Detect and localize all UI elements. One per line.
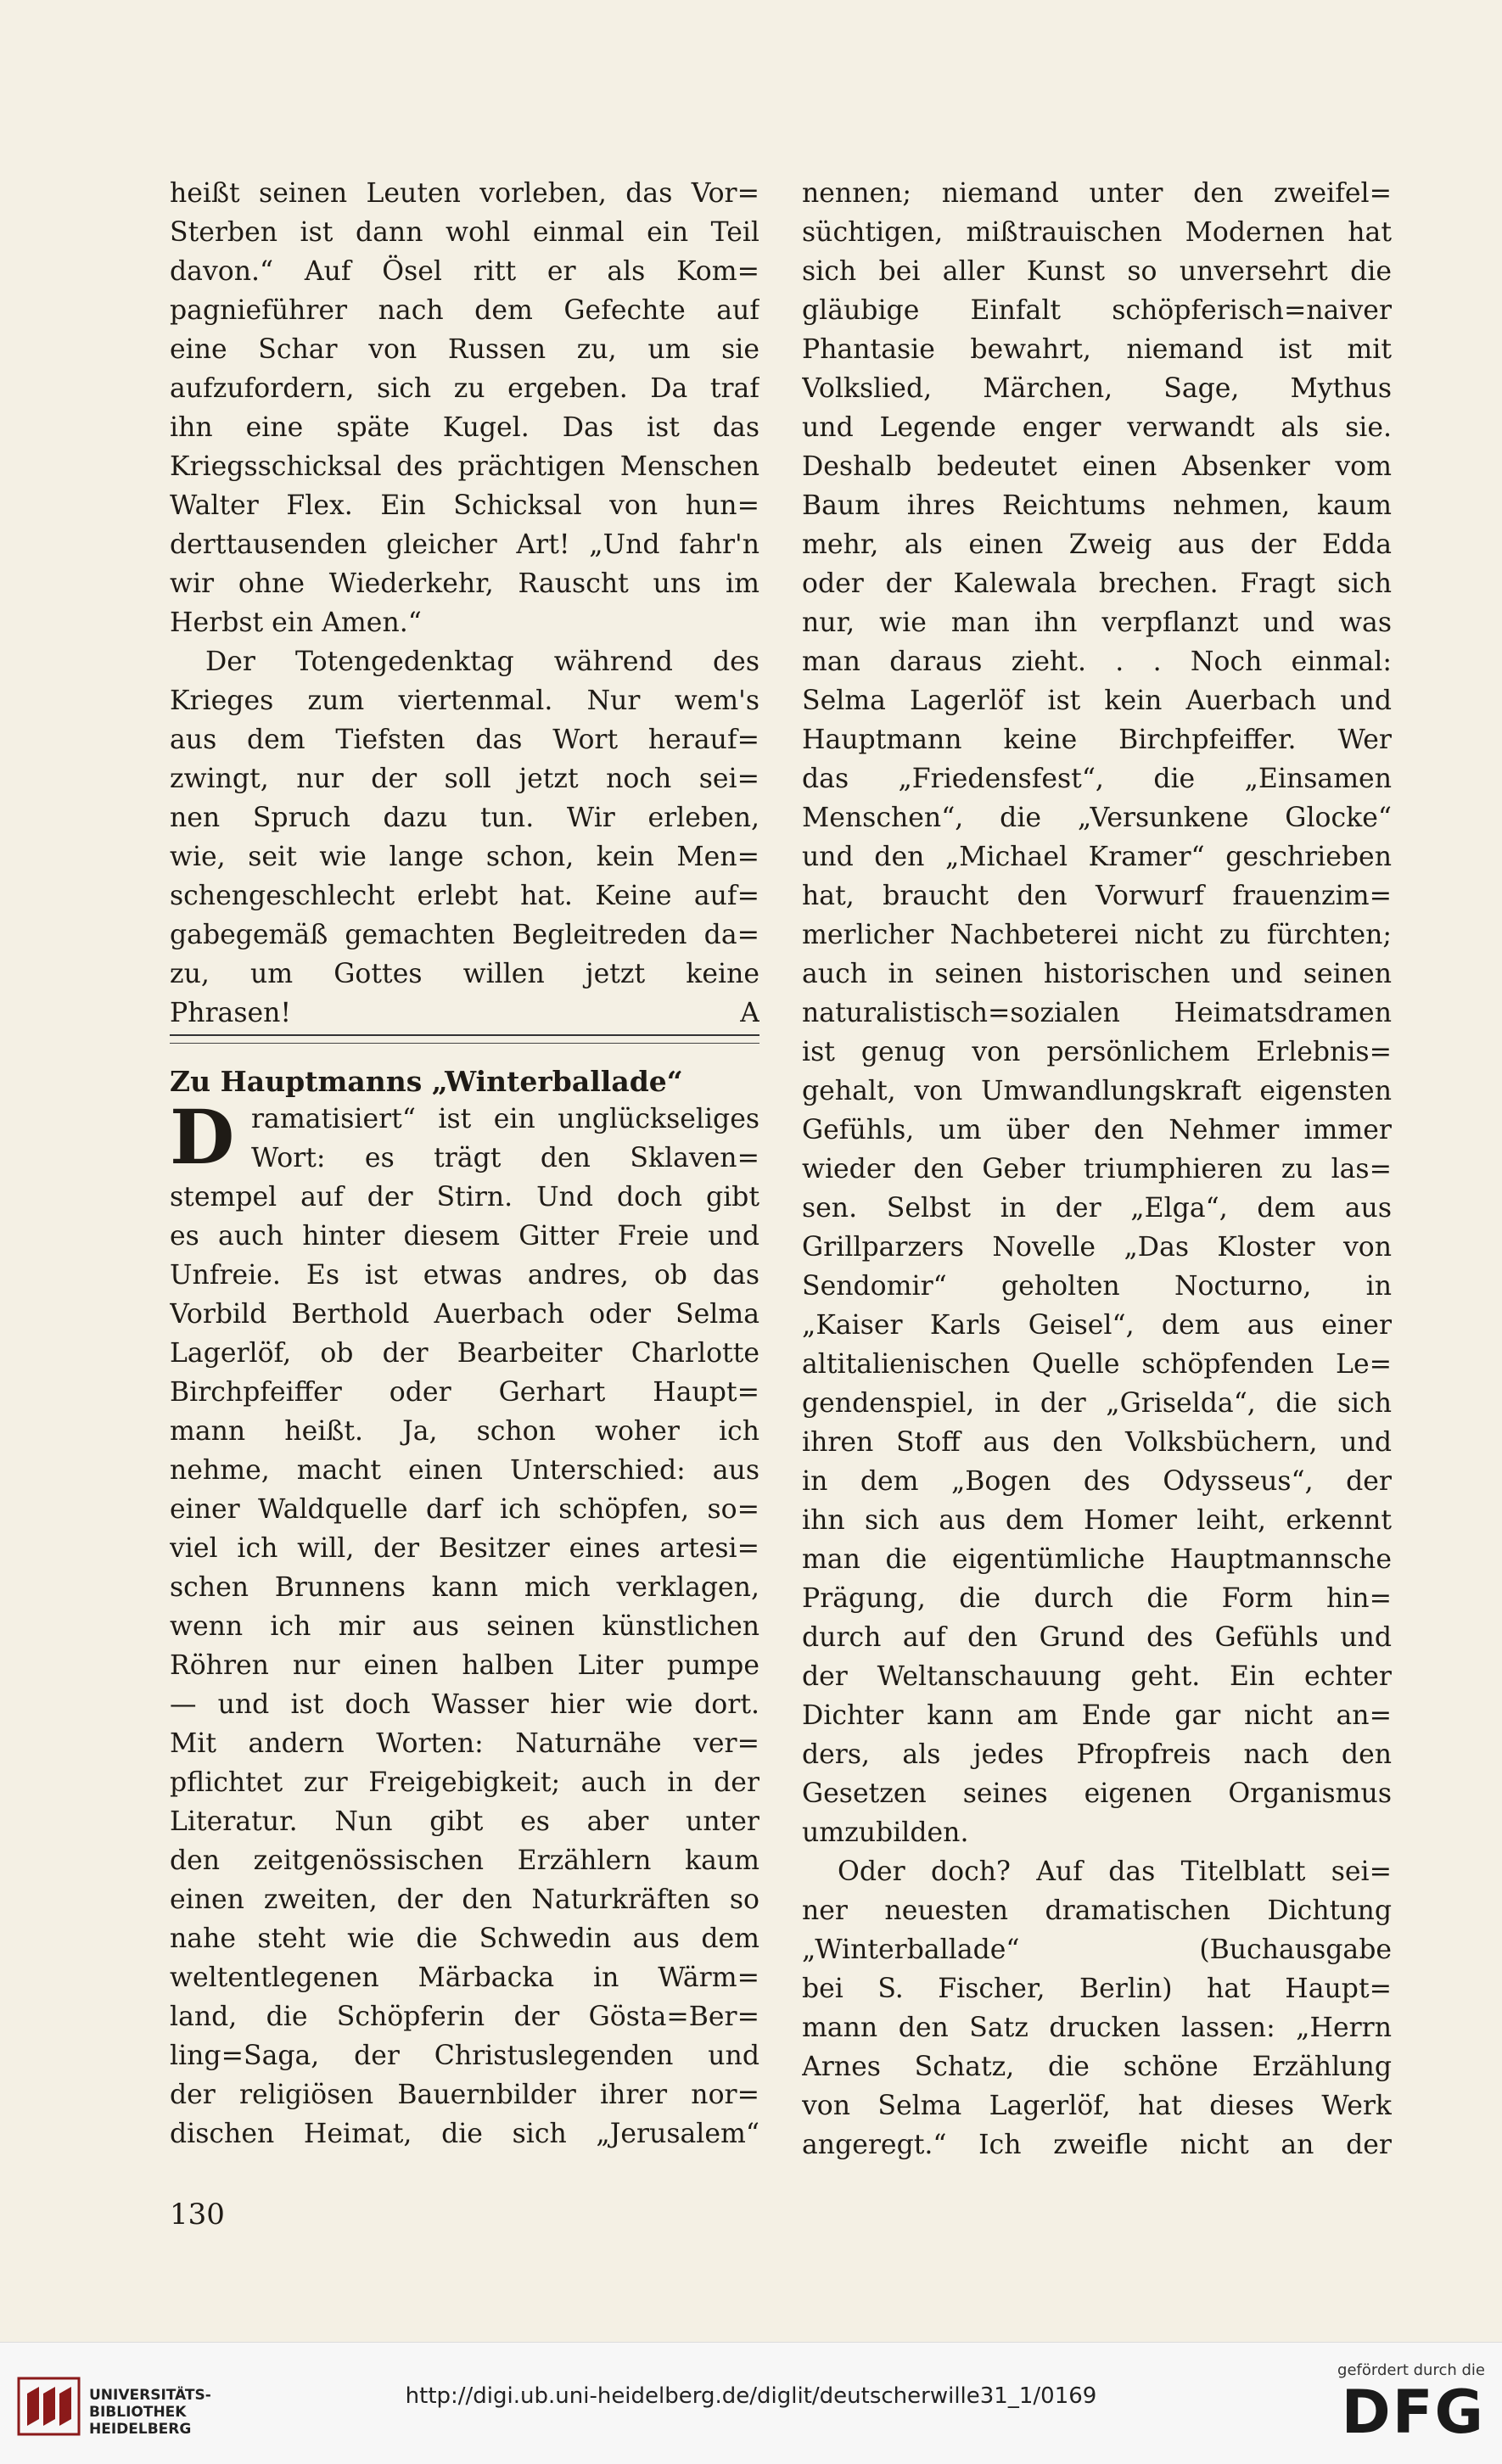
text-line <box>802 603 1392 642</box>
text-line <box>802 447 1392 486</box>
text-line <box>170 525 759 564</box>
text-line <box>170 2036 759 2075</box>
text-line <box>802 1579 1392 1618</box>
text-line <box>802 2086 1392 2125</box>
text-line <box>802 408 1392 447</box>
dfg-logo-text: DFG <box>1341 2377 1485 2447</box>
text-line <box>802 1501 1392 1540</box>
text-line <box>170 1334 759 1373</box>
text-line <box>170 2114 759 2153</box>
text-line-content: oder der Kalewala brechen. Fragt sich <box>802 568 1392 599</box>
text-line-content: Grillparzers Novelle „Das Kloster von <box>802 1232 1392 1263</box>
text-line <box>170 837 759 876</box>
section-divider-thin <box>170 1043 759 1044</box>
text-line-content: ling=Saga, der Christuslegenden und <box>170 2041 759 2071</box>
text-line <box>170 1802 759 1841</box>
text-line-content: Menschen“, die „Versunkene Glocke“ <box>802 803 1392 833</box>
text-line-content: Literatur. Nun gibt es aber unter <box>170 1806 759 1837</box>
text-line-content: Arnes Schatz, die schöne Erzählung <box>802 2052 1392 2082</box>
text-line-content: Gefühls, um über den Nehmer immer <box>802 1115 1392 1145</box>
text-line-content: nennen; niemand unter den zweifel= <box>802 178 1392 209</box>
text-line <box>170 1724 759 1763</box>
text-line <box>170 408 759 447</box>
text-line-content: davon.“ Auf Ösel ritt er als Kom= <box>170 256 759 287</box>
page-number: 130 <box>170 2198 225 2232</box>
text-line-content: auch in seinen historischen und seinen <box>802 959 1392 989</box>
text-line-content: Wort: es trägt den Sklaven= <box>251 1143 759 1173</box>
text-line-content: mehr, als einen Zweig aus der Edda <box>802 529 1392 560</box>
text-line <box>170 174 759 213</box>
text-line-content: ihn sich aus dem Homer leiht, erkennt <box>802 1505 1392 1536</box>
text-line <box>802 642 1392 681</box>
text-line <box>170 642 759 681</box>
institution-line-1: UNIVERSITÄTS- <box>89 2387 211 2404</box>
text-line <box>802 798 1392 837</box>
text-line <box>170 1997 759 2036</box>
text-line <box>170 1178 759 1217</box>
text-line-content: weltentlegenen Märbacka in Wärm= <box>170 1963 759 1993</box>
text-line-content: Der Totengedenktag während des <box>205 647 759 677</box>
text-line <box>170 252 759 291</box>
text-line-content: heißt seinen Leuten vorleben, das Vor= <box>170 178 759 209</box>
text-line <box>802 876 1392 916</box>
text-line <box>802 720 1392 759</box>
text-line-content: bei S. Fischer, Berlin) hat Haupt= <box>802 1974 1392 2004</box>
text-line <box>170 1490 759 1529</box>
text-line <box>170 1958 759 1997</box>
text-line-content: Prägung, die durch die Form hin= <box>802 1583 1392 1614</box>
section-divider-thick <box>170 1034 759 1036</box>
text-line <box>170 1919 759 1958</box>
text-line-content: Unfreie. Es ist etwas andres, ob das <box>170 1260 759 1291</box>
text-line-content: „Kaiser Karls Geisel“, dem aus einer <box>802 1310 1392 1341</box>
text-line <box>170 955 759 994</box>
text-line <box>802 1618 1392 1657</box>
text-line <box>802 1813 1392 1852</box>
text-line-content: — und ist doch Wasser hier wie dort. <box>170 1689 759 1720</box>
text-line-content: „Winterballade“ (Buchausgabe <box>802 1935 1392 1965</box>
text-line <box>802 955 1392 994</box>
text-line <box>170 1451 759 1490</box>
text-line-content: Birchpfeiffer oder Gerhart Haupt= <box>170 1377 759 1408</box>
text-line <box>802 1111 1392 1150</box>
text-line-content: ner neuesten dramatischen Dichtung <box>802 1896 1392 1926</box>
text-line <box>802 525 1392 564</box>
text-line <box>802 916 1392 955</box>
text-line <box>802 681 1392 720</box>
text-line-content: Selma Lagerlöf ist kein Auerbach und <box>802 686 1392 716</box>
text-line <box>170 213 759 252</box>
text-line-content: Sterben ist dann wohl einmal ein Teil <box>170 217 759 248</box>
text-line <box>802 1540 1392 1579</box>
text-line <box>802 1657 1392 1696</box>
text-line-content: der Weltanschauung geht. Ein echter <box>802 1661 1392 1692</box>
text-line-content: umzubilden. <box>802 1817 969 1848</box>
text-line-content: süchtigen, mißtrauischen Modernen hat <box>802 217 1392 248</box>
text-line-content: stempel auf der Stirn. Und doch gibt <box>170 1182 759 1212</box>
text-line <box>802 2125 1392 2164</box>
text-line <box>802 1306 1392 1345</box>
text-line-content: man die eigentümliche Hauptmannsche <box>802 1544 1392 1575</box>
text-line <box>170 1529 759 1568</box>
text-line <box>170 1880 759 1919</box>
text-line-content: einer Waldquelle darf ich schöpfen, so= <box>170 1494 759 1525</box>
text-line-content: nehme, macht einen Unterschied: aus <box>170 1455 759 1486</box>
text-line <box>170 759 759 798</box>
left-column <box>170 174 759 1033</box>
text-line <box>802 369 1392 408</box>
text-line-content: ist genug von persönlichem Erlebnis= <box>802 1037 1392 1067</box>
article-body-left <box>170 1093 759 2153</box>
text-line <box>802 1852 1392 1891</box>
text-line-content: derttausenden gleicher Art! „Und fahr'n <box>170 529 759 560</box>
text-line-content: Kriegsschicksal des prächtigen Menschen <box>170 451 759 482</box>
text-line <box>170 1100 759 1139</box>
text-line-content: gehalt, von Umwandlungskraft eigensten <box>802 1076 1392 1106</box>
text-line-content: und Legende enger verwandt als sie. <box>802 412 1392 443</box>
funder-caption: gefördert durch die <box>1337 2361 1485 2379</box>
text-line <box>802 1930 1392 1969</box>
text-line-content: schengeschlecht erlebt hat. Keine auf= <box>170 881 759 911</box>
text-line-content: Hauptmann keine Birchpfeiffer. Wer <box>802 725 1392 755</box>
text-line-content: Oder doch? Auf das Titelblatt sei= <box>838 1856 1392 1887</box>
text-line <box>802 1072 1392 1111</box>
text-line <box>170 916 759 955</box>
text-line-content: Sendomir“ geholten Nocturno, in <box>802 1271 1392 1302</box>
text-line-content: wie, seit wie lange schon, kein Men= <box>170 842 759 872</box>
text-line-content: eine Schar von Russen zu, um sie <box>170 334 759 365</box>
text-line-content: Krieges zum viertenmal. Nur wem's <box>170 686 759 716</box>
text-line <box>802 291 1392 330</box>
text-line-content: es auch hinter diesem Gitter Freie und <box>170 1221 759 1252</box>
drop-cap: D <box>170 1093 235 1181</box>
text-line-content: gendenspiel, in der „Griselda“, die sich <box>802 1388 1392 1419</box>
text-line <box>802 1345 1392 1384</box>
text-line-content: naturalistisch=sozialen Heimatsdramen <box>802 998 1392 1028</box>
text-line-content: Baum ihres Reichtums nehmen, kaum <box>802 490 1392 521</box>
text-line <box>802 759 1392 798</box>
text-line <box>170 486 759 525</box>
text-line-content: pagnieführer nach dem Gefechte auf <box>170 295 759 326</box>
text-line-content: Herbst ein Amen.“ <box>170 608 422 638</box>
text-line <box>802 1969 1392 2008</box>
text-line-content: schen Brunnens kann mich verklagen, <box>170 1572 759 1603</box>
text-line <box>170 1607 759 1646</box>
text-line <box>170 681 759 720</box>
text-line-content: Dichter kann am Ende gar nicht an= <box>802 1700 1392 1731</box>
text-line-content: der religiösen Bauernbilder ihrer nor= <box>170 2080 759 2110</box>
text-line <box>802 213 1392 252</box>
text-line-content: Mit andern Worten: Naturnähe ver= <box>170 1728 759 1759</box>
text-line-content: hat, braucht den Vorwurf frauenzim= <box>802 881 1392 911</box>
text-line <box>170 1139 759 1178</box>
text-line <box>170 369 759 408</box>
text-line-content: sen. Selbst in der „Elga“, dem aus <box>802 1193 1392 1224</box>
author-signature: A <box>740 998 759 1028</box>
text-line-content: wir ohne Wiederkehr, Rauscht uns im <box>170 568 759 599</box>
right-column <box>802 174 1392 2164</box>
text-line-content: gabegemäß gemachten Begleitreden da= <box>170 920 759 950</box>
text-line-content: pflichtet zur Freigebigkeit; auch in der <box>170 1767 759 1798</box>
text-line-content: Röhren nur einen halben Liter pumpe <box>170 1650 759 1681</box>
text-line-content: Walter Flex. Ein Schicksal von hun= <box>170 490 759 521</box>
text-line <box>802 1696 1392 1735</box>
text-line-content: altitalienischen Quelle schöpfenden Le= <box>802 1349 1392 1380</box>
text-line <box>802 837 1392 876</box>
text-line-content: zwingt, nur der soll jetzt noch sei= <box>170 764 759 794</box>
text-line <box>170 1373 759 1412</box>
text-line-content: dischen Heimat, die sich „Jerusalem“ <box>170 2119 759 2149</box>
text-line <box>802 1423 1392 1462</box>
text-line-content: nahe steht wie die Schwedin aus dem <box>170 1924 759 1954</box>
institution-line-2: BIBLIOTHEK <box>89 2404 187 2421</box>
article-heading: Zu Hauptmanns „Winterballade“ <box>170 1065 683 1098</box>
text-line-content: zu, um Gottes willen jetzt keine <box>170 959 759 989</box>
text-line <box>170 720 759 759</box>
text-line <box>170 1763 759 1802</box>
funder-logo <box>1256 2361 1485 2445</box>
text-line-content: in dem „Bogen des Odysseus“, der <box>802 1466 1392 1497</box>
text-line-content: Phrasen! <box>170 998 292 1028</box>
text-line <box>170 1646 759 1685</box>
institution-line-3: HEIDELBERG <box>89 2421 192 2438</box>
text-line <box>802 1189 1392 1228</box>
text-line-content: ders, als jedes Pfropfreis nach den <box>802 1739 1392 1770</box>
text-line <box>170 994 759 1033</box>
text-line <box>802 252 1392 291</box>
text-line-content: aufzufordern, sich zu ergeben. Da traf <box>170 373 759 404</box>
text-line <box>170 1256 759 1295</box>
text-line <box>802 1150 1392 1189</box>
text-line <box>170 1217 759 1256</box>
text-line <box>170 291 759 330</box>
text-line-content: nen Spruch dazu tun. Wir erleben, <box>170 803 759 833</box>
text-line <box>170 564 759 603</box>
text-line <box>802 330 1392 369</box>
text-line <box>802 1384 1392 1423</box>
digitization-footer <box>0 2342 1502 2464</box>
text-line-content: aus dem Tiefsten das Wort herauf= <box>170 725 759 755</box>
text-line-content: wenn ich mir aus seinen künstlichen <box>170 1611 759 1642</box>
text-line-content: man daraus zieht. . . Noch einmal: <box>802 647 1392 677</box>
text-line <box>802 1228 1392 1267</box>
text-line <box>170 447 759 486</box>
text-line-content: einen zweiten, der den Naturkräften so <box>170 1884 759 1915</box>
text-line <box>802 2008 1392 2047</box>
text-line <box>170 1568 759 1607</box>
text-line-content: sich bei aller Kunst so unversehrt die <box>802 256 1392 287</box>
text-line-content: wieder den Geber triumphieren zu las= <box>802 1154 1392 1184</box>
text-line <box>170 330 759 369</box>
text-line-content: das „Friedensfest“, die „Einsamen <box>802 764 1392 794</box>
text-line <box>170 1841 759 1880</box>
text-line-content: Vorbild Berthold Auerbach oder Selma <box>170 1299 759 1330</box>
text-line <box>170 1412 759 1451</box>
text-line-content: Phantasie bewahrt, niemand ist mit <box>802 334 1392 365</box>
text-line-content: den zeitgenössischen Erzählern kaum <box>170 1845 759 1876</box>
text-line <box>170 2075 759 2114</box>
text-line-content: mann den Satz drucken lassen: „Herrn <box>802 2013 1392 2043</box>
text-line-content: angeregt.“ Ich zweifle nicht an der <box>802 2130 1392 2160</box>
text-line <box>170 1295 759 1334</box>
text-line <box>170 876 759 916</box>
text-line-content: und den „Michael Kramer“ geschrieben <box>802 842 1392 872</box>
text-line-content: Deshalb bedeutet einen Absenker vom <box>802 451 1392 482</box>
text-line-content: ihn eine späte Kugel. Das ist das <box>170 412 759 443</box>
text-line <box>802 174 1392 213</box>
text-line-content: gläubige Einfalt schöpferisch=naiver <box>802 295 1392 326</box>
text-line <box>802 486 1392 525</box>
text-line <box>170 798 759 837</box>
text-line-content: mann heißt. Ja, schon woher ich <box>170 1416 759 1447</box>
text-line-content: Gesetzen seines eigenen Organismus <box>802 1778 1392 1809</box>
text-line <box>170 603 759 642</box>
text-line-content: Volkslied, Märchen, Sage, Mythus <box>802 373 1392 404</box>
text-line <box>802 564 1392 603</box>
text-line-content: viel ich will, der Besitzer eines artesi= <box>170 1533 759 1564</box>
text-line-content: ihren Stoff aus den Volksbüchern, und <box>802 1427 1392 1458</box>
text-line <box>802 1891 1392 1930</box>
text-line-content: merlicher Nachbeterei nicht zu fürchten; <box>802 920 1392 950</box>
text-line-content: durch auf den Grund des Gefühls und <box>802 1622 1392 1653</box>
text-line <box>802 1735 1392 1774</box>
text-line <box>802 994 1392 1033</box>
text-line-content: von Selma Lagerlöf, hat dieses Werk <box>802 2091 1392 2121</box>
text-line <box>170 1685 759 1724</box>
text-line <box>802 1774 1392 1813</box>
text-line-content: land, die Schöpferin der Gösta=Ber= <box>170 2002 759 2032</box>
text-line <box>802 1267 1392 1306</box>
source-url-link[interactable]: http://digi.ub.uni-heidelberg.de/diglit/deutscherwille31_1/0169 <box>405 2383 1097 2409</box>
text-line-content: Lagerlöf, ob der Bearbeiter Charlotte <box>170 1338 759 1369</box>
text-line <box>802 1462 1392 1501</box>
text-line <box>802 1033 1392 1072</box>
text-line-content: nur, wie man ihn verpflanzt und was <box>802 608 1392 638</box>
text-line <box>802 2047 1392 2086</box>
text-line-content: ramatisiert“ ist ein unglückseliges <box>251 1104 759 1134</box>
